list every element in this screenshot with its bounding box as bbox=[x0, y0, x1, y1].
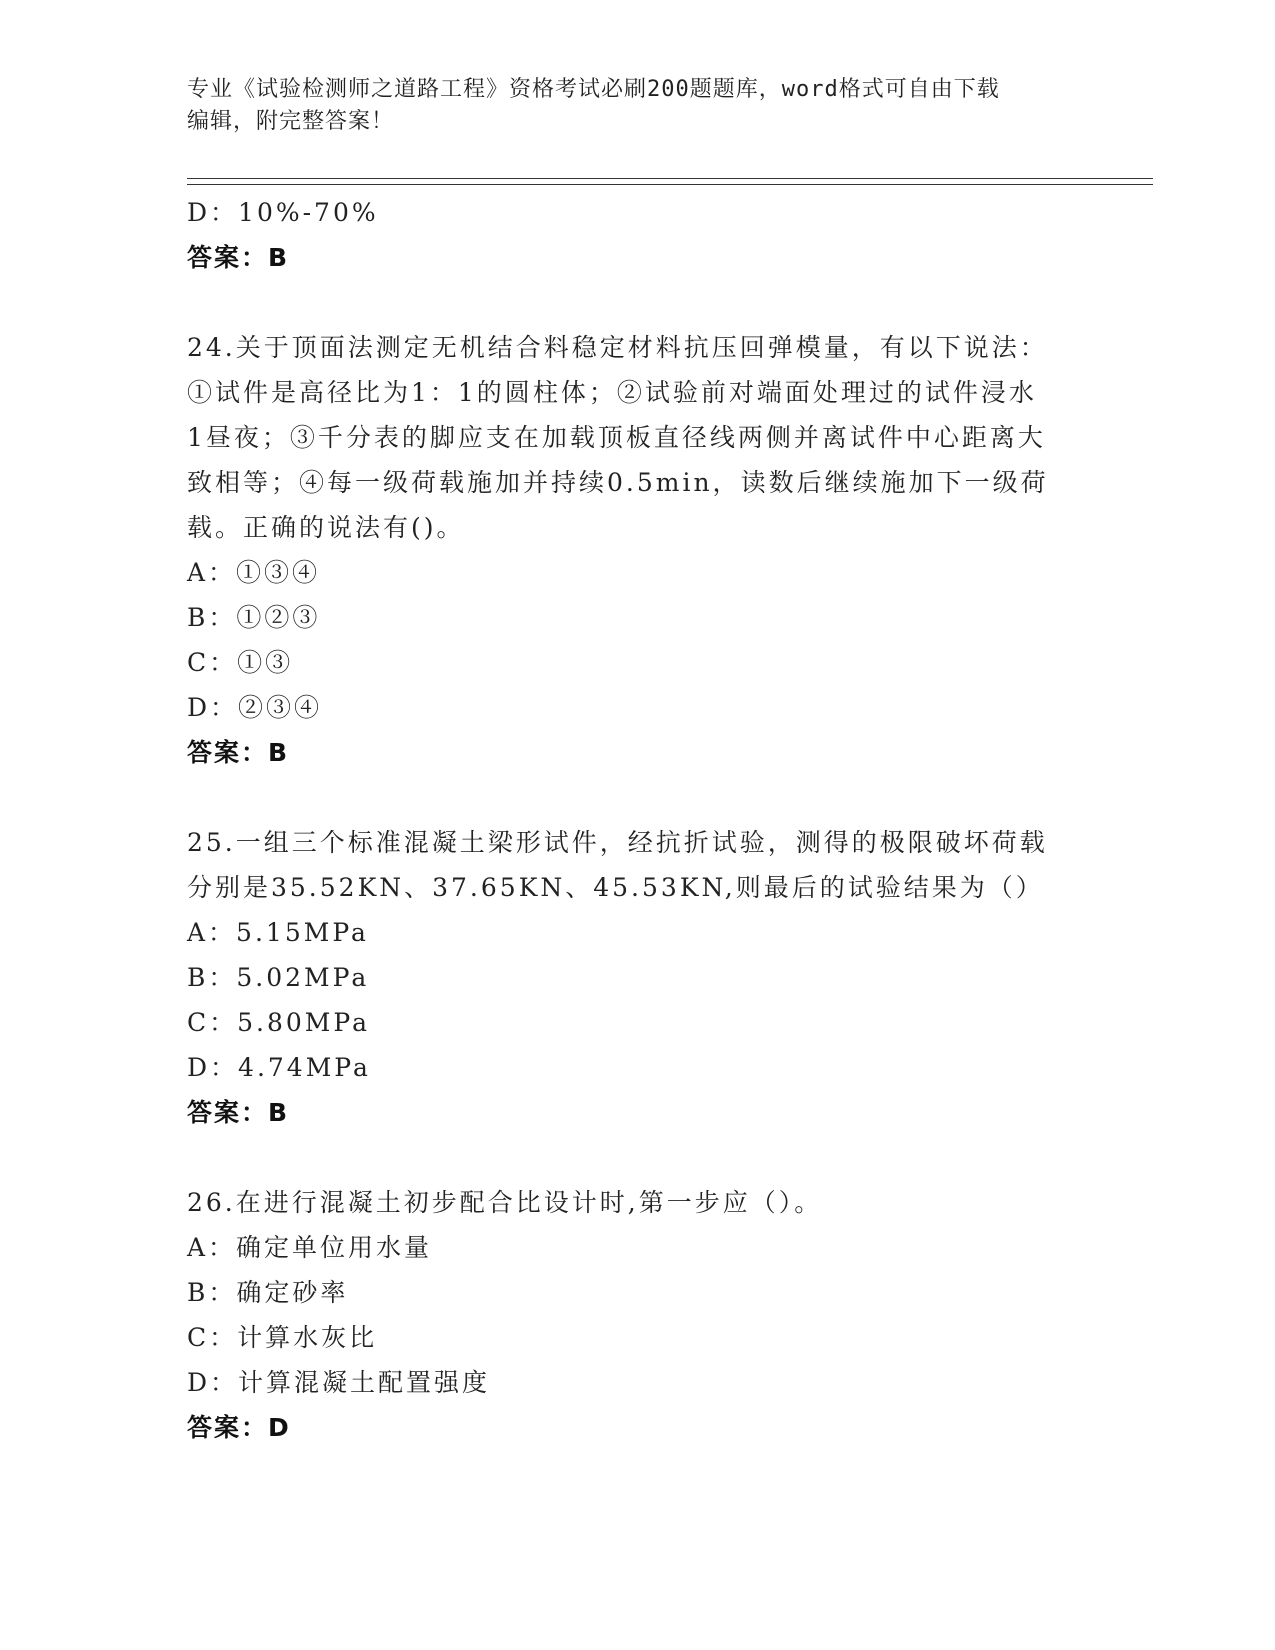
header-divider bbox=[187, 178, 1153, 185]
document-header bbox=[187, 74, 1067, 138]
answer-line: 答案：B bbox=[187, 243, 290, 272]
previous-question-tail bbox=[187, 190, 1087, 280]
question-stem-line: 24.关于顶面法测定无机结合料稳定材料抗压回弹模量，有以下说法： bbox=[187, 333, 1048, 362]
option-d: D：②③④ bbox=[187, 693, 323, 722]
option-a: A：确定单位用水量 bbox=[187, 1233, 433, 1262]
answer-line: 答案：B bbox=[187, 1098, 290, 1127]
question-stem-line: 1昼夜；③千分表的脚应支在加载顶板直径线两侧并离试件中心距离大 bbox=[187, 423, 1046, 452]
header-title-line-1: 专业《试验检测师之道路工程》资格考试必刷200题题库，word格式可自由下载 bbox=[187, 77, 1000, 102]
answer-line: 答案：B bbox=[187, 738, 290, 767]
question-25 bbox=[187, 820, 1087, 1135]
question-26 bbox=[187, 1180, 1087, 1450]
question-stem-line: 分别是35.52KN、37.65KN、45.53KN,则最后的试验结果为（） bbox=[187, 873, 1044, 902]
question-stem-line: ①试件是高径比为1：1的圆柱体；②试验前对端面处理过的试件浸水 bbox=[187, 378, 1037, 407]
option-c: C：计算水灰比 bbox=[187, 1323, 378, 1352]
option-a: A：①③④ bbox=[187, 558, 321, 587]
option-d: D：4.74MPa bbox=[187, 1053, 371, 1082]
option-b: B：5.02MPa bbox=[187, 963, 370, 992]
question-stem-line: 26.在进行混凝土初步配合比设计时,第一步应（）。 bbox=[187, 1188, 823, 1217]
option-c: C：①③ bbox=[187, 648, 294, 677]
question-24 bbox=[187, 325, 1087, 775]
spacer bbox=[187, 775, 1087, 820]
question-stem-line: 致相等；④每一级荷载施加并持续0.5min，读数后继续施加下一级荷 bbox=[187, 468, 1049, 497]
spacer bbox=[187, 280, 1087, 325]
spacer bbox=[187, 1135, 1087, 1180]
option-b: B：确定砂率 bbox=[187, 1278, 349, 1307]
header-title-line-2: 编辑，附完整答案！ bbox=[187, 109, 395, 134]
answer-line: 答案：D bbox=[187, 1413, 291, 1442]
option-c: C：5.80MPa bbox=[187, 1008, 370, 1037]
question-content bbox=[187, 190, 1087, 1450]
question-stem-line: 载。正确的说法有()。 bbox=[187, 513, 465, 542]
option-a: A：5.15MPa bbox=[187, 918, 369, 947]
option-d: D：计算混凝土配置强度 bbox=[187, 1368, 491, 1397]
question-stem-line: 25.一组三个标准混凝土梁形试件，经抗折试验，测得的极限破坏荷载 bbox=[187, 828, 1048, 857]
option-d: D：10%-70% bbox=[187, 198, 379, 227]
option-b: B：①②③ bbox=[187, 603, 321, 632]
